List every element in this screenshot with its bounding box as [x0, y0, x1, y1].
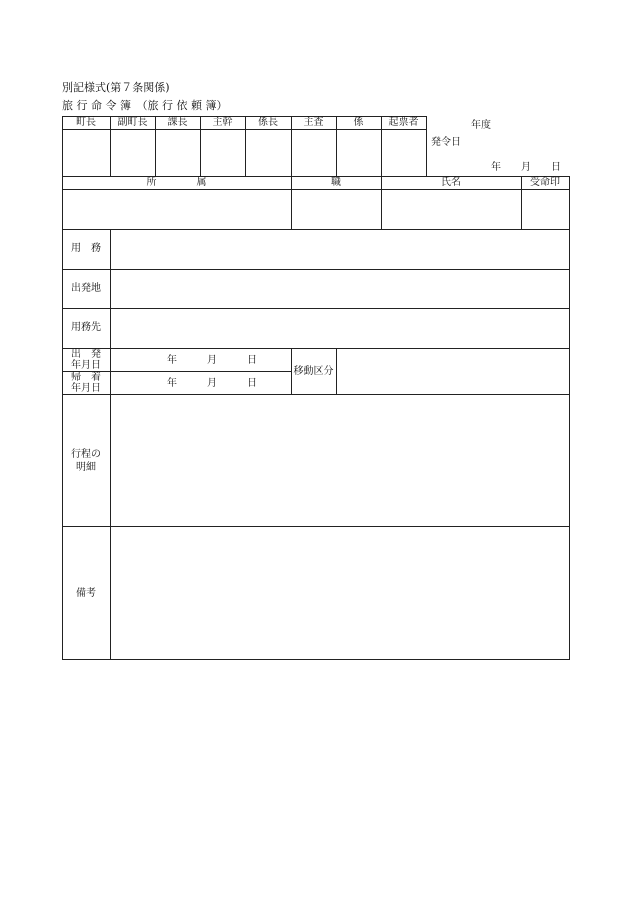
form-title: 旅 行 命 令 簿 （旅 行 依 頼 簿） [62, 99, 228, 112]
itinerary-label-line1: 行程の [71, 449, 101, 460]
approval-divider [426, 116, 427, 176]
transport-label: 移動区分 [293, 366, 334, 377]
return-label-line2: 年月日 [71, 383, 101, 394]
label-column-divider [110, 229, 111, 660]
row-border [62, 229, 570, 230]
form-number: 別記様式(第７条関係) [62, 81, 170, 94]
order-date-year: 年 [491, 162, 501, 173]
row-border [62, 308, 570, 309]
return-month: 月 [207, 378, 217, 389]
fiscal-year-label: 年度 [471, 120, 491, 131]
approval-label-supervisor: 主幹 [212, 117, 233, 128]
order-date-day: 日 [551, 162, 561, 173]
name-label: 氏名 [441, 177, 461, 188]
person-header-border [62, 189, 570, 190]
seal-label: 受命印 [530, 177, 560, 188]
approval-label-mayor: 町長 [76, 117, 96, 128]
return-year: 年 [167, 378, 177, 389]
business-label: 用 務 [71, 243, 101, 254]
row-border [62, 526, 570, 527]
affiliation-label: 所 属 [146, 177, 207, 188]
order-date-label: 発令日 [431, 137, 461, 148]
departure-place-label: 出発地 [71, 283, 101, 294]
approval-label-section-chief: 課長 [167, 117, 188, 128]
depart-label-line2: 年月日 [71, 360, 101, 371]
form-bottom-border [62, 659, 570, 660]
order-date-month: 月 [521, 162, 531, 173]
itinerary-label-line2: 明細 [76, 462, 96, 473]
approval-label-staff: 係 [353, 117, 364, 128]
destination-label: 用務先 [71, 322, 101, 333]
transport-divider [336, 348, 337, 394]
return-day: 日 [247, 378, 257, 389]
return-label-line1: 帰 着 [71, 372, 101, 383]
position-label: 職 [331, 177, 341, 188]
approval-label-deputy-mayor: 副町長 [117, 117, 148, 128]
remarks-label: 備考 [76, 588, 96, 599]
depart-label-line1: 出 発 [71, 349, 101, 360]
depart-day: 日 [247, 355, 257, 366]
form-right-border [569, 176, 570, 660]
row-border [62, 269, 570, 270]
approval-label-unit-chief: 係長 [258, 117, 278, 128]
depart-year: 年 [167, 355, 177, 366]
approval-label-drafter: 起票者 [388, 117, 419, 128]
row-border [62, 348, 570, 349]
depart-month: 月 [207, 355, 217, 366]
approval-label-inspector: 主査 [303, 117, 324, 128]
row-border [62, 394, 570, 395]
